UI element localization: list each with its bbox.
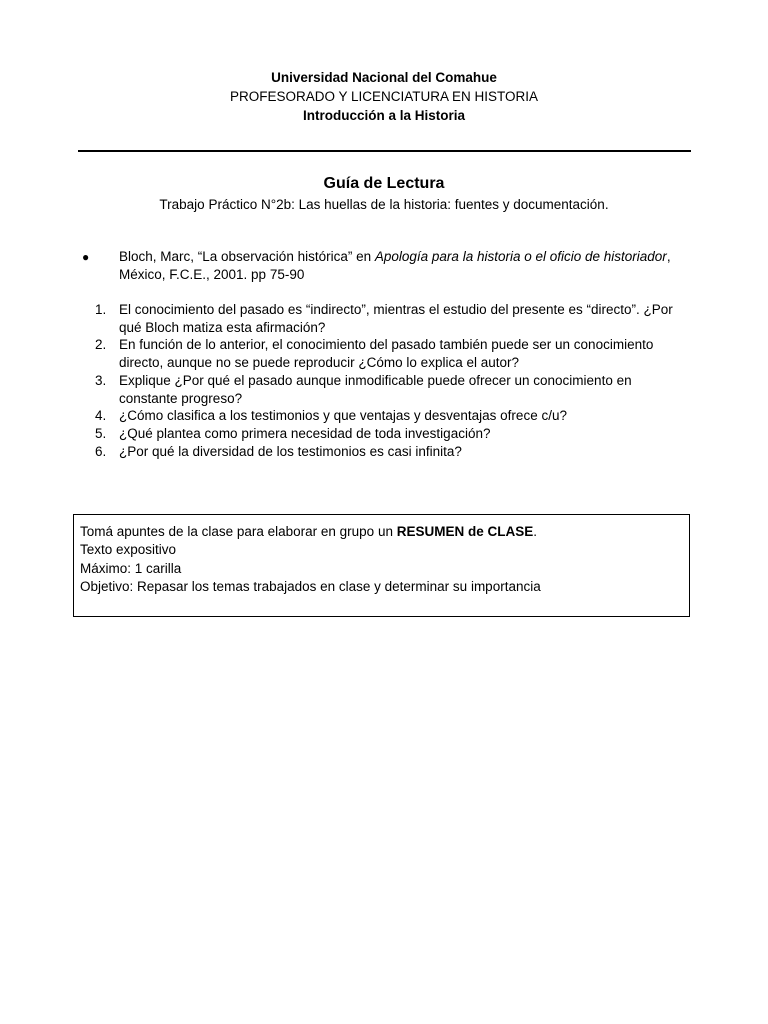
question-list <box>82 301 692 460</box>
institution-name: Universidad Nacional del Comahue <box>271 70 497 85</box>
list-item <box>82 443 692 461</box>
question-text: Explique ¿Por qué el pasado aunque inmodificable puede ofrecer un conocimiento en constante progreso? <box>119 372 632 406</box>
list-item <box>82 425 692 443</box>
question-number: 5. <box>95 425 107 441</box>
list-item <box>82 336 692 371</box>
citation-details: , México, F.C.E., 2001. pp 75-90 <box>119 249 671 282</box>
question-number: 2. <box>95 337 107 353</box>
question-text: ¿Qué plantea como primera necesidad de toda investigación? <box>119 425 491 441</box>
question-number: 1. <box>95 302 107 317</box>
program-name: PROFESORADO Y LICENCIATURA EN HISTORIA <box>229 89 539 104</box>
assignment-type: Texto expositivo <box>80 542 177 558</box>
reading-citation <box>119 248 682 284</box>
guide-subtitle: Trabajo Práctico N°2b: Las huellas de la historia: fuentes y documentación. <box>159 197 609 212</box>
header-divider <box>78 150 691 152</box>
citation-author: Bloch, Marc, “La observación histórica” en <box>119 249 375 264</box>
assignment-max: Máximo: 1 carilla <box>80 560 182 576</box>
list-item <box>82 407 692 425</box>
assignment-intro-text: Tomá apuntes de la clase para elaborar en grupo un <box>80 524 397 539</box>
assignment-objective: Objetivo: Repasar los temas trabajados en clase y determinar su importancia <box>80 578 541 594</box>
question-text: El conocimiento del pasado es “indirecto”, mientras el estudio del presente es “directo”. ¿Por qué Bloch matiza esta afirmación? <box>119 302 673 335</box>
question-text: ¿Por qué la diversidad de los testimonios es casi infinita? <box>119 443 462 459</box>
question-text: ¿Cómo clasifica a los testimonios y que ventajas y desventajas ofrece c/u? <box>119 408 567 424</box>
assignment-box <box>73 514 690 617</box>
question-number: 4. <box>95 408 107 424</box>
course-name: Introducción a la Historia <box>302 108 466 123</box>
list-item <box>82 372 692 407</box>
citation-book-title: Apología para la historia o el oficio de historiador <box>374 249 667 264</box>
assignment-intro <box>80 523 689 541</box>
question-number: 3. <box>95 372 107 388</box>
guide-title: Guía de Lectura <box>323 175 445 192</box>
list-item <box>82 301 692 336</box>
bullet-icon: ● <box>82 250 90 264</box>
assignment-emphasis: RESUMEN de CLASE <box>396 524 534 539</box>
reading-reference <box>82 248 682 284</box>
assignment-intro-end: . <box>533 524 538 539</box>
question-number: 6. <box>95 443 107 459</box>
question-text: En función de lo anterior, el conocimiento del pasado también puede ser un conocimiento directo, aunque no se puede reproducir ¿Cómo lo explica el autor? <box>119 337 654 371</box>
document-header <box>0 68 768 125</box>
